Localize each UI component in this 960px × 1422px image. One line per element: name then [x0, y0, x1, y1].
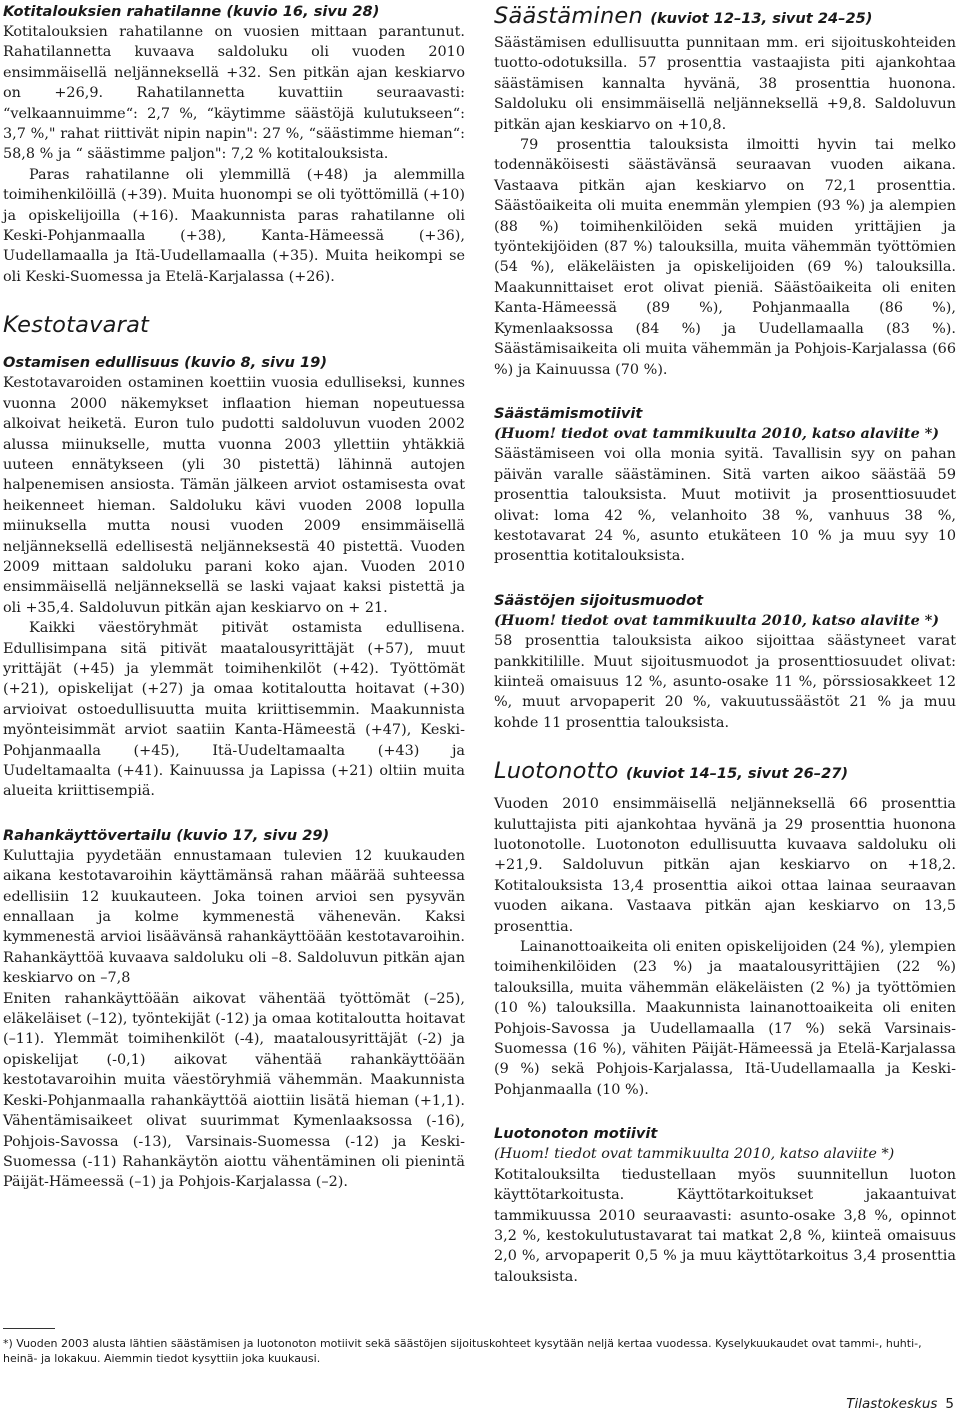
right-column: [494, 2, 956, 1287]
section-heading-ostamisen-edullisuus: [3, 353, 465, 373]
paragraph: 79 prosenttia talouksista ilmoitti hyvin tai melko todennäköisesti säästävänsä seuraavan vuoden aikana. Vastaava pitkän ajan keskiarvo on 72,1 prosenttia. Säästöaikeita oli muita enemmän ylempien (93 %) ja alempien (88 %) toimihenkilöiden sekä muiden yrittäjien ja työntekijöiden (87 %) talouksilla, muita vähemmän työttömien (54 %), eläkeläisten ja opiskelijoiden (69 %) talouksilla. Maakunnittaiset erot olivat pieniä. Säästöaikeita oli eniten Kanta-Hämeessä (89 %), Pohjanmaalla (86 %), Kymenlaaksossa (84 %) ja Uudellamaalla (83 %). Säästämisaikeita oli muita vähemmän ja Pohjois-Karjalassa (66 %) ja Kainuussa (70 %).: [494, 137, 956, 378]
footnote-rule: [3, 1328, 55, 1329]
heading-reference: (kuviot 14–15, sivut 26–27): [625, 765, 849, 783]
paragraph: Säästämiseen voi olla monia syitä. Tavallisin syy on pahan päivän varalle säästäminen. Sitä varten aikoo säästää 59 prosenttia talouksista. Muut motiivit ja prosenttiosuudet olivat: loma 42 %, velanhoito 38 %, vanhuus 38 %, kestotavarat 24 %, asunto etukäteen 10 % ja muu syy 10 prosenttia kotitalouksista.: [494, 446, 956, 565]
page-number: 5: [945, 1396, 954, 1412]
paragraph: Kotitalouksien rahatilanne on vuosien mittaan parantunut. Rahatilannetta kuvaava saldoluku oli vuoden 2010 ensimmäisellä neljänneksellä +32. Sen pitkän ajan keskiarvo on +26,9. Rahatilannetta kuvattiin seuraavasti: “velkaannuimme“: 2,7 %, “käytimme säästöjä kulutukseen“: 3,7 %," rahat riittivät nipin napin": 27 %, “säästimme hieman“: 58,8 % ja “ säästimme paljon": 7,2 % kotitalouksista.: [3, 24, 465, 163]
paragraph: Kestotavaroiden ostaminen koettiin vuosia edulliseksi, kunnes vuonna 2000 näkemykset inflaation hieman nopeutuessa alkoivat heiketä. Euron tulo pudotti saldoluvun vuoden 2002 alussa miinukselle, mutta vuonna 2003 yllettiin yhtäkkiä uuteen ennätykseen (yli 30 pistettä) lähinnä autojen halpenemisen ansiosta. Tämän jälkeen arviot ostamisesta ovat heikenneet hieman. Saldoluku kävi vuoden 2008 lopulla miinuksella mutta nousi vuoden 2009 ensimmäisellä neljänneksellä edellisestä neljänneksestä 40 pistettä. Vuoden 2009 mittaan saldoluku parani koko ajan. Vuoden 2010 ensimmäisellä neljänneksellä se laski vajaat kaksi pistettä ja oli +35,4. Saldoluvun pitkän ajan keskiarvo on + 21.: [3, 375, 465, 616]
section-heading-saastamismotiivit: Säästämismotiivit: [494, 404, 643, 422]
paragraph: Kotitalouksilta tiedustellaan myös suunnitellun luoton käyttötarkoitusta. Käyttötarkoitukset jakaantuivat tammikuussa 2010 seuraavasti: asunto-osake 3,8 %, opinnot 3,2 %, kestokulutustavarat tai matkat 2,8 %, kiinteä omaisuus 2,0 %, arvopaperit 0,5 % ja muu käyttötarkoitus 3,4 prosenttia talouksista.: [494, 1166, 956, 1285]
heading-text: Luotonotto: [494, 758, 619, 785]
paragraph: Kuluttajia pyydetään ennustamaan tulevien 12 kuukauden aikana kestotavaroihin käyttämänsä rahan määrää suhteessa edellisiin 12 kuukauteen. Joka toinen arvioi sen pysyvän ennallaan ja kolme kymmenestä vähenevän. Kaksi kymmenestä arvioi lisäävänsä rahankäyttöään kestotavaroihin. Rahankäyttöä kuvaava saldoluku oli –8. Saldoluvun pitkän ajan keskiarvo on –7,8: [3, 847, 465, 987]
publisher-name: Tilastokeskus: [846, 1396, 938, 1412]
heading-text: Rahankäyttövertailu: [3, 826, 172, 844]
paragraph: 58 prosenttia talouksista aikoo sijoittaa säästyneet varat pankkitilille. Muut sijoitusmuodot ja prosenttiosuudet olivat: kiinteä omaisuus 12 %, asunto-osake 11 %, pörssiosakkeet 12 %, muut arvopaperit 20 %, vakuutussäästöt 21 % ja muu kohde 11 prosenttia talouksista.: [494, 633, 956, 731]
footnote: *) Vuoden 2003 alusta lähtien säästämisen ja luotonoton motiivit sekä säästöjen sijoituskohteet kysytään neljä kertaa vuodessa. Kyselykuukaudet ovat tammi-, huhti-, heinä- ja lokakuu. Aiemmin tiedot kysyttiin joka kuukausi.: [3, 1337, 922, 1365]
paragraph: Kaikki väestöryhmät pitivät ostamista edullisena. Edullisimpana sitä pitivät maatalousyrittäjät (+57), muut yrittäjät (+45) ja ylemmät toimihenkilöt (+42). Työttömät (+21), opiskelijat (+27) ja omaa kotitaloutta hoitavat (+30) arvioivat ostoedullisuutta muita kriittisemmin. Maakunnista myönteisimmät arviot saatiin Kanta-Hämeestä (+47), Keski-Pohjanmaalla (+45), Itä-Uudeltamaalta (+43) ja Uudeltamaalta (+41). Kainuussa ja Lapissa (+21) oltiin muita alueita kriittisempiä.: [3, 620, 465, 800]
section-heading-sijoitusmuodot: Säästöjen sijoitusmuodot: [494, 591, 704, 609]
paragraph: Lainanottoaikeita oli eniten opiskelijoiden (24 %), ylempien toimihenkilöiden (23 %) ja maatalousyrittäjien (22 %) talouksilla, muita vähemmän eläkeläisten (2 %) ja työttömien (10 %) talouksilla. Maakunnista lainanottoaikeita oli eniten Pohjois-Savossa ja Uudellamaalla (17 %) sekä Varsinais-Suomessa (16 %), vähiten Päijät-Hämeessä ja Etelä-Karjalassa (9 %) sekä Pohjois-Karjalassa, Itä-Uudellamaalla ja Keski-Pohjanmaalla (10 %).: [494, 939, 956, 1098]
left-column: [3, 2, 465, 1193]
section-heading-rahatilanne: Kotitalouksien rahatilanne (kuvio 16, sivu 28): [3, 3, 380, 20]
heading-text: Ostamisen edullisuus: [3, 354, 180, 372]
heading-reference: (kuvio 17, sivu 29): [176, 826, 330, 844]
note: (Huom! tiedot ovat tammikuulta 2010, katso alaviite *): [494, 424, 940, 442]
paragraph: Vuoden 2010 ensimmäisellä neljänneksellä 66 prosenttia kuluttajista piti ajankohtaa hyvänä ja 29 prosenttia huonona luotonotolle. Luotonoton edullisuutta kuvaava saldoluku oli +21,9. Saldoluvun pitkän ajan keskiarvo on +18,2. Kotitalouksista 13,4 prosenttia aikoi ottaa lainaa seuraavan vuoden aikana. Vastaava pitkän ajan keskiarvo on 13,5 prosenttia.: [494, 796, 956, 935]
heading-text: Säästäminen: [494, 3, 643, 29]
note: (Huom! tiedot ovat tammikuulta 2010, katso alaviite *): [494, 1146, 895, 1163]
section-heading-luotonotto: [494, 757, 956, 788]
section-heading-luotonoton-motiivit: Luotonoton motiivit: [494, 1125, 658, 1143]
paragraph: Paras rahatilanne oli ylemmillä (+48) ja alemmilla toimihenkilöillä (+39). Muita huonompi se oli työttömillä (+10) ja opiskelijoilla (+16). Maakunnista paras rahatilanne oli Keski-Pohjanmaalla (+38), Kanta-Hämeessä (+36), Uudellamaalla ja Itä-Uudellamaalla (+35). Muita heikompi se oli Keski-Suomessa ja Etelä-Karjalassa (+26).: [3, 166, 465, 285]
page-footer: [846, 1396, 954, 1412]
section-heading-saastaminen: [494, 2, 956, 33]
heading-reference: (kuvio 8, sivu 19): [184, 354, 327, 372]
paragraph: Säästämisen edullisuutta punnitaan mm. eri sijoituskohteiden tuotto-odotuksilla. 57 prosenttia vastaajista piti ajankohtaa säästämisen kannalta hyvänä, 38 prosenttia huonona. Saldoluku oli ensimmäisellä neljänneksellä +9,8. Saldoluvun pitkän ajan keskiarvo on +10,8.: [494, 35, 956, 133]
section-heading-rahankayttovertailu: [3, 826, 465, 846]
paragraph: Eniten rahankäyttöään aikovat vähentää työttömät (–25), eläkeläiset (–12), työntekijät (-12) ja omaa kotitaloutta hoitavat (–11). Ylemmät toimihenkilöt (-4), maatalousyrittäjät (-2) ja opiskelijat (-0,1) aikovat vähentää rahankäyttöään kestotavaroihin muita väestöryhmiä vähemmän. Maakunnista Keski-Pohjanmaalla rahankäyttöä aiottiin lisätä hieman (+1,1). Vähentämisaikeet olivat suurimmat Kymenlaaksossa (-16), Pohjois-Savossa (-13), Varsinais-Suomessa (-12) ja Keski-Suomessa (-11) Rahankäytön aiottu vähentäminen oli pienintä Päijät-Hämeessä (–1) ja Pohjois-Karjalassa (–2).: [3, 990, 465, 1191]
note: (Huom! tiedot ovat tammikuulta 2010, katso alaviite *): [494, 611, 940, 629]
heading-reference: (kuviot 12–13, sivut 24–25): [650, 10, 873, 27]
section-heading-kestotavarat: Kestotavarat: [3, 312, 150, 339]
